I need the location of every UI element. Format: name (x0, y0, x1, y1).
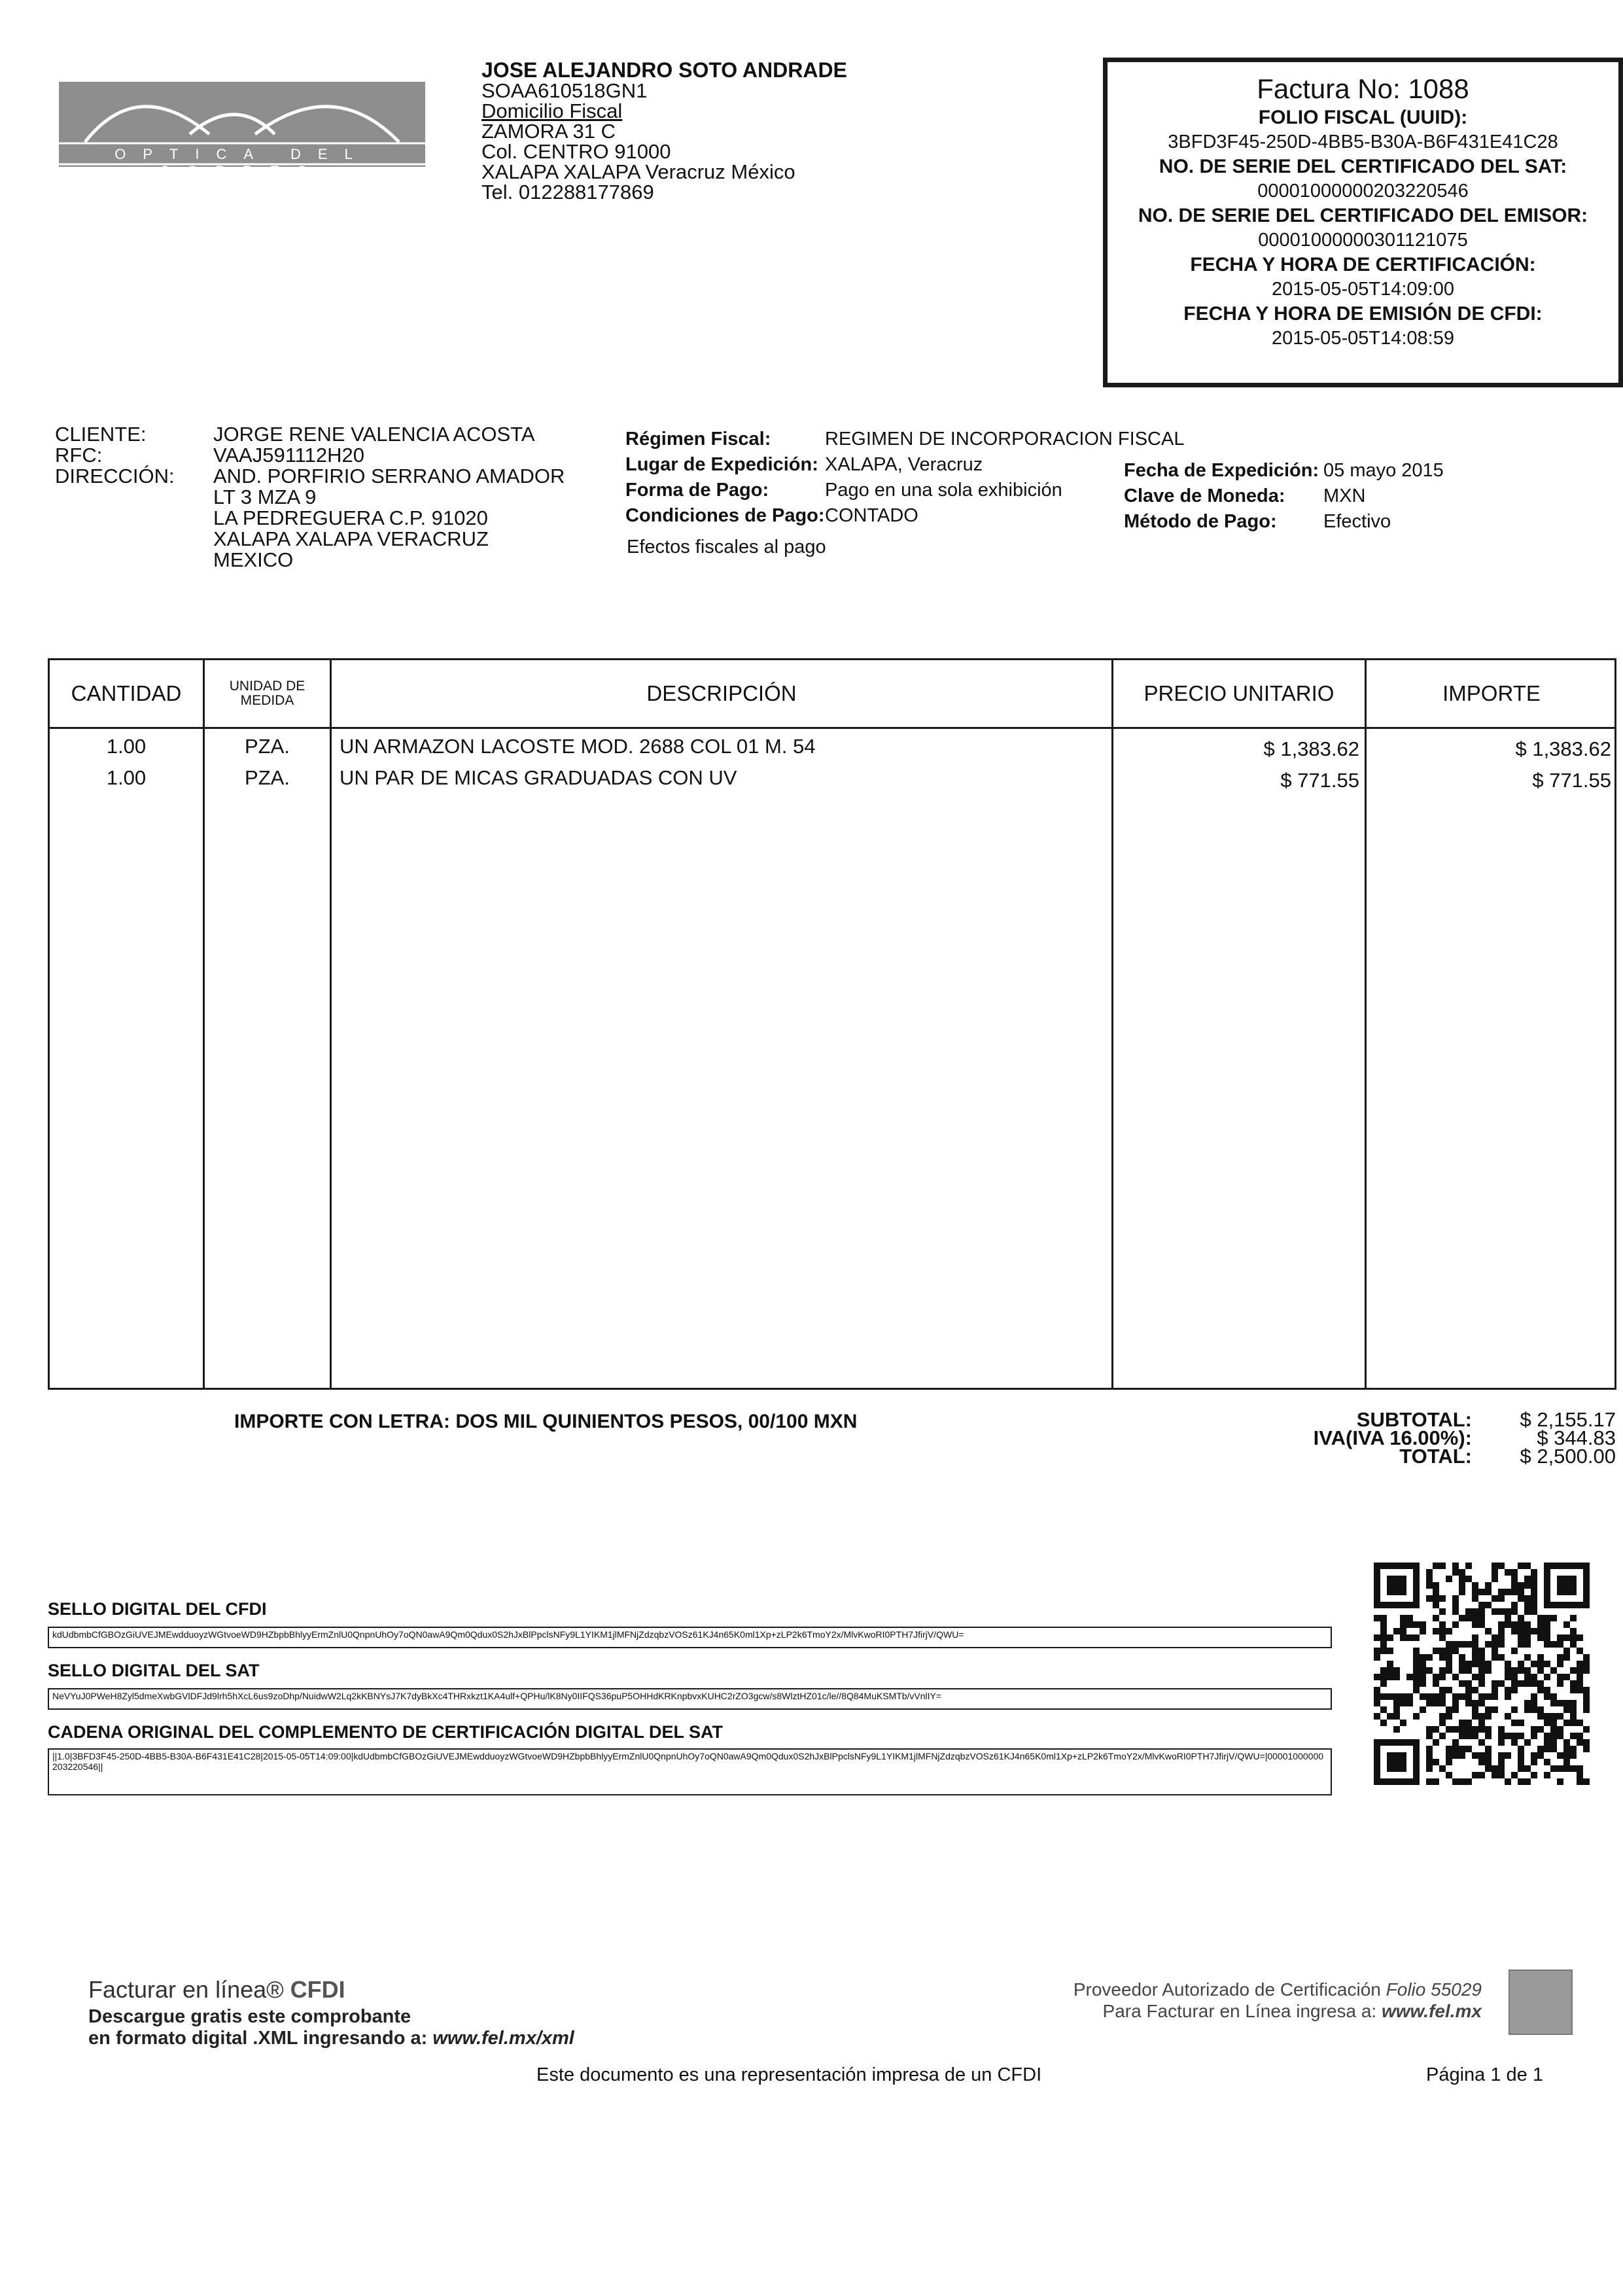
folio-label: FOLIO FISCAL (UUID): (1258, 107, 1468, 128)
qr-code (1374, 1563, 1590, 1785)
row-precio: $ 771.55 (1280, 769, 1359, 792)
fel-title (88, 1976, 345, 2004)
header-importe: IMPORTE (1442, 681, 1541, 705)
metodo-value: Efectivo (1323, 511, 1391, 532)
expedicion-labels (1124, 458, 1319, 535)
client-addr-1: AND. PORFIRIO SERRANO AMADOR (213, 465, 565, 487)
fel-cfdi: CFDI (290, 1976, 345, 2003)
issuer-block (481, 60, 847, 202)
row-cantidad: 1.00 (106, 766, 147, 789)
issuer-city: XALAPA XALAPA Veracruz México (481, 160, 795, 183)
client-values (213, 424, 565, 571)
client-addr-2: LT 3 MZA 9 (213, 486, 317, 508)
cert-sat-label: NO. DE SERIE DEL CERTIFICADO DEL SAT: (1159, 156, 1567, 177)
prov-url-link[interactable]: www.fel.mx (1381, 2001, 1482, 2021)
header-cantidad: CANTIDAD (71, 681, 182, 705)
row-descripcion: UN ARMAZON LACOSTE MOD. 2688 COL 01 M. 54 (340, 735, 816, 758)
client-rfc: VAAJ591112H20 (213, 444, 364, 467)
fiscal-labels (625, 427, 825, 529)
client-addr-5: MEXICO (213, 548, 294, 571)
proveedor-block (981, 1979, 1482, 2022)
subtotal-label: SUBTOTAL: (1356, 1408, 1472, 1431)
header-precio: PRECIO UNITARIO (1143, 681, 1335, 705)
direccion-label: DIRECCIÓN: (55, 465, 175, 487)
qr-code-graphic (1374, 1563, 1590, 1785)
total-value: $ 2,500.00 (1520, 1445, 1616, 1468)
header-unidad-line2: MEDIDA (240, 693, 294, 708)
iva-value: $ 344.83 (1537, 1426, 1616, 1449)
fecha-exp-value: 05 mayo 2015 (1323, 460, 1444, 481)
header-descripcion: DESCRIPCIÓN (646, 681, 797, 705)
efectos-fiscales: Efectos fiscales al pago (627, 537, 826, 557)
row-importe: $ 1,383.62 (1515, 737, 1611, 760)
folio-value: 3BFD3F45-250D-4BB5-B30A-B6F431E41C28 (1168, 132, 1558, 152)
row-precio: $ 1,383.62 (1263, 737, 1359, 760)
issuer-name: JOSE ALEJANDRO SOTO ANDRADE (481, 58, 847, 82)
cert-sat-value: 00001000000203220546 (1257, 181, 1469, 202)
table-header-divider (50, 727, 1614, 729)
regimen-label: Régimen Fiscal: (625, 429, 771, 450)
client-addr-3: LA PEDREGUERA C.P. 91020 (213, 506, 488, 529)
condiciones-value: CONTADO (825, 505, 918, 526)
fel-line-3: en formato digital .XML ingresando a: (88, 2028, 433, 2049)
invoice-info-box (1103, 58, 1623, 387)
lugar-value: XALAPA, Veracruz (825, 454, 983, 475)
subtotal-value: $ 2,155.17 (1520, 1408, 1616, 1431)
issuer-phone: Tel. 012288177869 (481, 181, 654, 203)
cert-emisor-label: NO. DE SERIE DEL CERTIFICADO DEL EMISOR: (1138, 205, 1588, 226)
invoice-number: Factura No: 1088 (1257, 73, 1469, 104)
fecha-emision-label: FECHA Y HORA DE EMISIÓN DE CFDI: (1183, 303, 1543, 325)
cadena-original-label: CADENA ORIGINAL DEL COMPLEMENTO DE CERTIFICACIÓN DIGITAL DEL SAT (48, 1722, 724, 1742)
moneda-value: MXN (1323, 486, 1366, 506)
fecha-emision-value: 2015-05-05T14:08:59 (1272, 328, 1454, 349)
issuer-rfc: SOAA610518GN1 (481, 79, 648, 102)
client-name: JORGE RENE VALENCIA ACOSTA (213, 423, 535, 446)
client-addr-4: XALAPA XALAPA VERACRUZ (213, 527, 489, 550)
sello-sat-label: SELLO DIGITAL DEL SAT (48, 1661, 260, 1680)
issuer-street: ZAMORA 31 C (481, 120, 616, 143)
forma-label: Forma de Pago: (625, 480, 769, 501)
cadena-original-box: ||1.0|3BFD3F45-250D-4BB5-B30A-B6F431E41C28|2015-05-05T14:09:00|kdUdbmbCfGBOzGiUVEJMEwdduoyzWGtvoeWD9HZbpbBhlyyErmZnlU0QnpnUhOy7oQN0awA9Qm0Qdux0S2hJxBlPpclsNFy9L1YIKM1jlMFNjZdzqbzVOSz61KJ4n65K0ml1Xp+zLP2k6TmoY2x/MlvKwoRI0PTH7JfirjV/QWU=|00001000000203220546|| (48, 1748, 1332, 1795)
sello-sat-box: NeVYuJ0PWeH8Zyl5dmeXwbGVlDFJd9lrh5hXcL6us9zoDhp/NuidwW2Lq2kKBNYsJ7K7dyBkXc4THRxkzt1KA4ulf+QPHu/lK8Ny0IIFQS36puP5OHHdKRKnpbvxKUHC2rZO3gcw/s8WlztHZ01c/le//8Q84MuKSMTb/vVnlIY= (48, 1688, 1332, 1710)
expedicion-values (1323, 458, 1444, 535)
moneda-label: Clave de Moneda: (1124, 486, 1285, 506)
forma-value: Pago en una sola exhibición (825, 480, 1062, 501)
col-divider (330, 660, 332, 1388)
iva-label: IVA(IVA 16.00%): (1313, 1426, 1472, 1449)
representacion-impresa: Este documento es una representación impresa de un CFDI (536, 2064, 1042, 2085)
row-unidad: PZA. (245, 766, 290, 789)
fel-url-link[interactable]: www.fel.mx/xml (432, 2028, 574, 2049)
row-importe: $ 771.55 (1532, 769, 1611, 792)
fel-title-text: Facturar en línea® (88, 1976, 290, 2003)
header-unidad (205, 660, 330, 727)
sello-cfdi-box: kdUdbmbCfGBOzGiUVEJMEwdduoyzWGtvoeWD9HZbpbBhlyyErmZnlU0QnpnUhOy7oQN0awA9Qm0Qdux0S2hJxBlPpclsNFy9L1YIKM1jlMFNjZdzqbzVOSz61KJ4n65K0ml1Xp+zLP2k6TmoY2x/MlvKwoRI0PTH7JfirjV/QWU= (48, 1627, 1332, 1648)
total-label: TOTAL: (1399, 1445, 1472, 1468)
prov-line-1: Proveedor Autorizado de Certificación (1073, 1979, 1386, 2000)
totals-values (1492, 1408, 1616, 1468)
fecha-cert-value: 2015-05-05T14:09:00 (1272, 279, 1454, 300)
lugar-label: Lugar de Expedición: (625, 454, 818, 475)
fecha-cert-label: FECHA Y HORA DE CERTIFICACIÓN: (1190, 254, 1536, 275)
row-unidad: PZA. (245, 735, 290, 758)
fel-line-2: Descargue gratis este comprobante (88, 2006, 411, 2027)
rfc-label: RFC: (55, 444, 103, 467)
issuer-domicilio-label: Domicilio Fiscal (481, 99, 623, 122)
sat-provider-seal (1509, 1969, 1573, 2035)
logo-text: OPTICA DEL CORREO (114, 146, 370, 179)
regimen-value: REGIMEN DE INCORPORACION FISCAL (825, 429, 1185, 450)
cert-emisor-value: 00001000000301121075 (1258, 230, 1468, 251)
cliente-label: CLIENTE: (55, 423, 147, 446)
condiciones-label: Condiciones de Pago: (625, 505, 825, 526)
company-logo (59, 82, 425, 179)
prov-folio: Folio 55029 (1386, 1979, 1482, 2000)
importe-con-letra: IMPORTE CON LETRA: DOS MIL QUINIENTOS PESOS, 00/100 MXN (234, 1411, 858, 1432)
totals-labels (1282, 1408, 1472, 1468)
metodo-label: Método de Pago: (1124, 511, 1277, 532)
client-labels (55, 424, 175, 487)
fel-instructions (88, 2006, 574, 2049)
row-cantidad: 1.00 (106, 735, 147, 758)
header-unidad-line1: UNIDAD DE (229, 679, 305, 694)
sello-cfdi-label: SELLO DIGITAL DEL CFDI (48, 1599, 267, 1619)
row-descripcion: UN PAR DE MICAS GRADUADAS CON UV (340, 766, 737, 789)
page-number: Página 1 de 1 (1426, 2064, 1543, 2085)
fecha-exp-label: Fecha de Expedición: (1124, 460, 1319, 481)
prov-line-2: Para Facturar en Línea ingresa a: (1102, 2001, 1382, 2021)
items-table (48, 658, 1616, 1390)
issuer-colonia: Col. CENTRO 91000 (481, 140, 671, 163)
